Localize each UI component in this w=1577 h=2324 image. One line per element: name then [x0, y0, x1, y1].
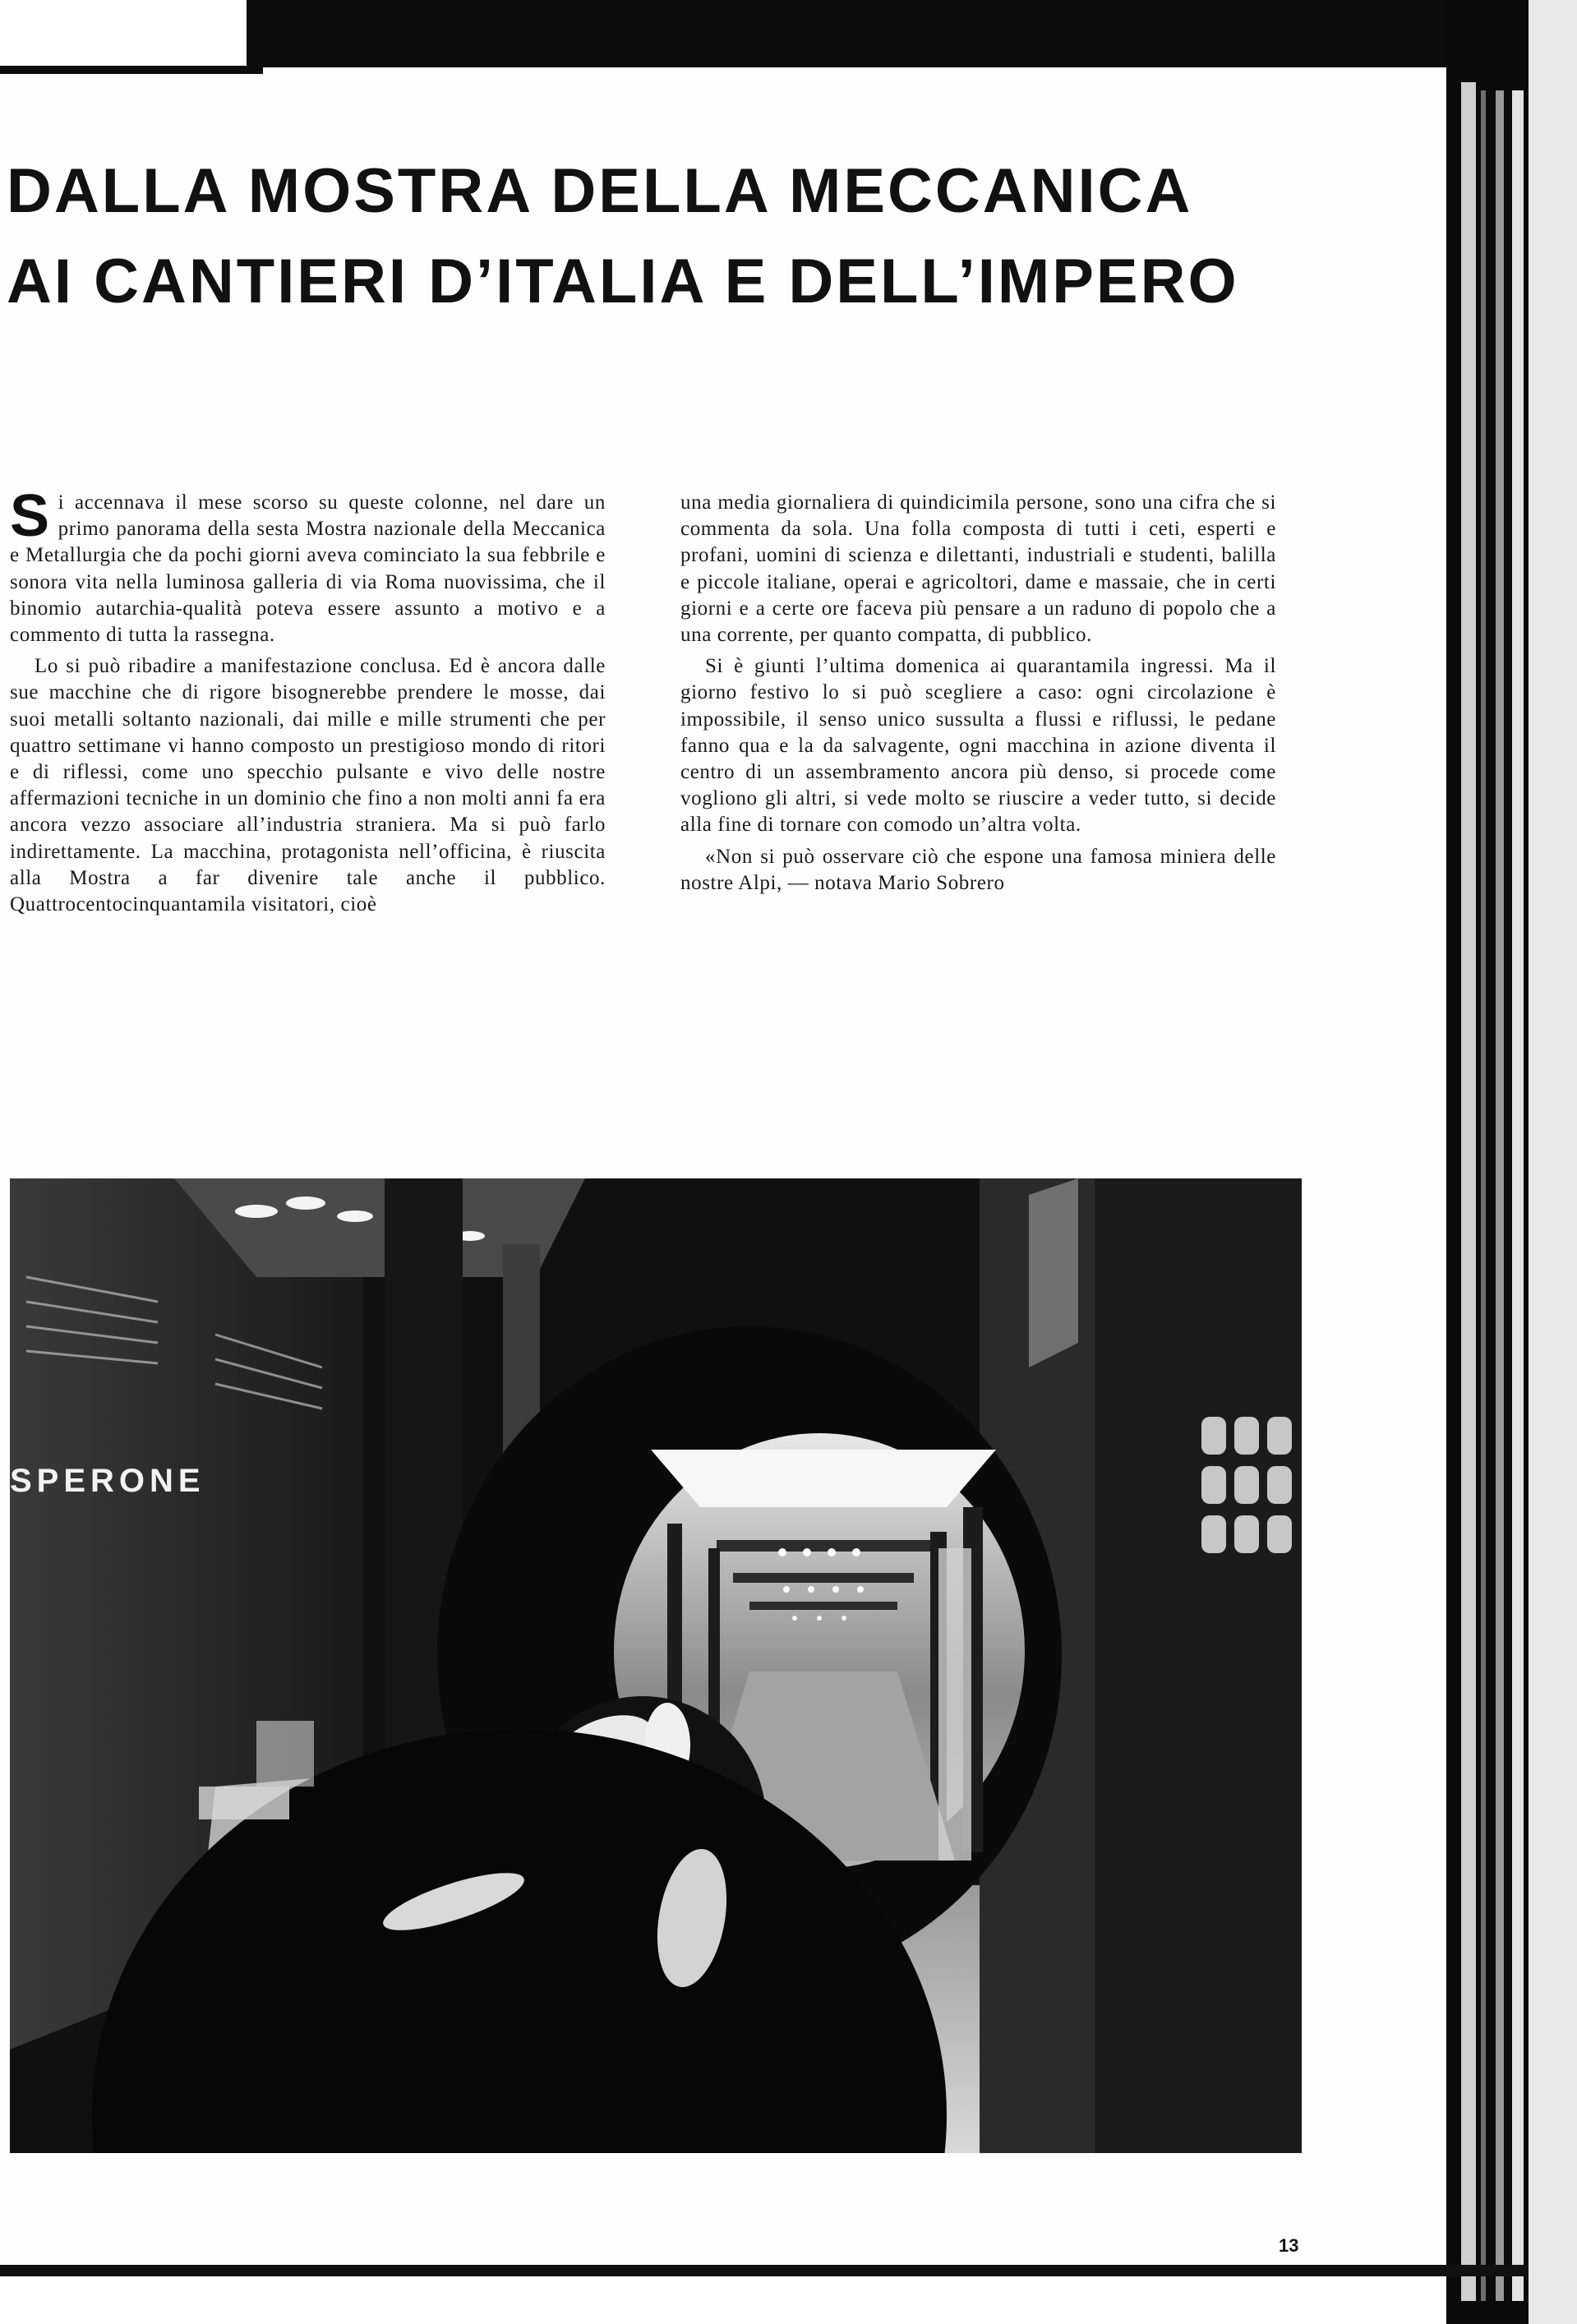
photo-illustration: [10, 1178, 1302, 2153]
paragraph: [10, 483, 606, 648]
exhibition-hall-photo: [10, 1178, 1302, 2153]
article-title: [7, 146, 1338, 327]
text-column-left: [10, 483, 606, 923]
sign-text: SPERONE: [10, 1463, 205, 1499]
paragraph-text: i accennava il mese scorso su queste colonne, nel dare un primo panorama della sesta Mostra nazionale della Meccanica e Metallurgia che da pochi giorni aveva cominciato la sua febbrile e sonora vita nella luminosa galleria di via Roma nuovissima, che il binomio autarchia-qualità poteva essere assunto a motivo e a commento di tutta la rassegna.: [10, 491, 606, 647]
book-spine-edge: [1446, 0, 1577, 2324]
paragraph: Si è giunti l’ultima domenica ai quarantamila ingressi. Ma il giorno festivo lo si può scegliere a caso: ogni circolazione è impossibile, il senso unico sussulta a flussi e riflussi, le pedane fanno qua e la da salvagente, ogni macchina in azione diventa il centro di un assembramento ancora più denso, si procede come vogliono gli altri, si vede molto se riuscire a veder tutto, si decide alla fine di tornare con comodo un’altra volta.: [680, 655, 1276, 837]
paragraph: «Non si può osservare ciò che espone una famosa miniera delle nostre Alpi, — notava Mario Sobrero: [680, 845, 1276, 894]
drop-cap: S: [10, 483, 50, 549]
paragraph: una media giornaliera di quindicimila persone, sono una cifra che si commenta da sola. Una folla composta di tutti i ceti, esperti e profani, uomini di scienza e dilettanti, industriali e studenti, balilla e piccole italiane, operai e agricoltori, dame e massaie, che in certi giorni e a certe ore faceva più pensare a un raduno di popolo che a una corrente, per quanto compatta, di pubblico.: [680, 491, 1276, 647]
bottom-black-band: [0, 2265, 1529, 2276]
top-black-band: [247, 0, 1529, 67]
title-line-1: DALLA MOSTRA DELLA MECCANICA: [7, 156, 1193, 226]
page-number: 13: [1279, 2235, 1299, 2256]
title-line-2: AI CANTIERI D’ITALIA E DELL’IMPERO: [7, 247, 1239, 316]
paragraph: Lo si può ribadire a manifestazione conclusa. Ed è ancora dalle sue macchine che di rigore bisognerebbe prendere le mosse, dai suoi metalli soltanto nazionali, dai mille e mille strumenti che per quattro settimane vi hanno composto un prestigioso mondo di ritori e di riflessi, come uno specchio pulsante e vivo delle nostre affermazioni tecniche in un dominio che fino a non molti anni fa era ancora vezzo associare all’industria straniera. Ma si può farlo indirettamente. La macchina, protagonista nell’officina, è riuscita alla Mostra a far divenire tale anche il pubblico. Quattrocentocinquantamila visitatori, cioè: [10, 655, 606, 916]
text-column-right: [680, 490, 1276, 901]
top-left-rule: [0, 66, 263, 74]
